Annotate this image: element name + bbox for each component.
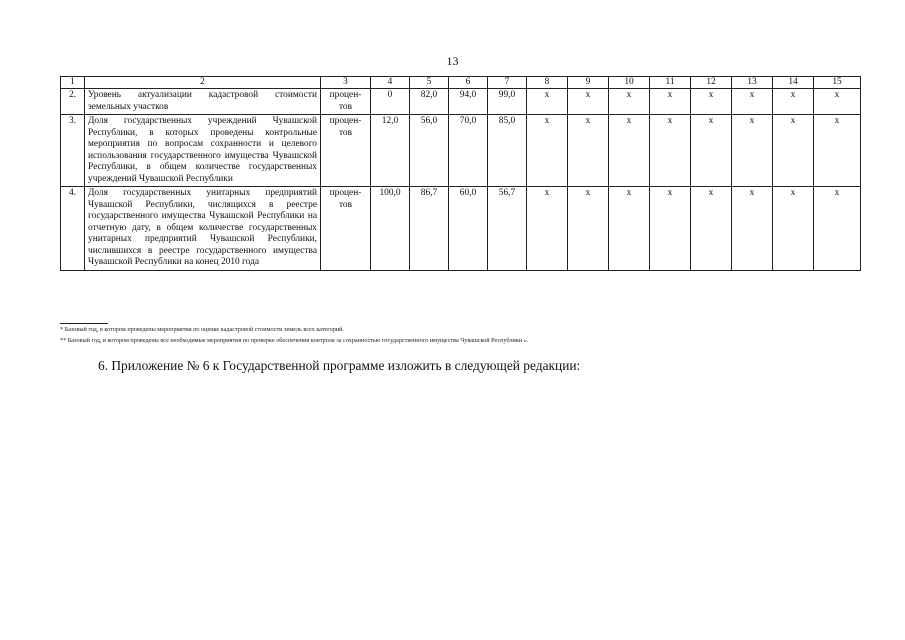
value-cell: х [814,187,861,270]
value-cell: х [609,115,650,187]
table-row [61,115,861,187]
value-cell: х [527,89,568,115]
value-cell: х [568,115,609,187]
body-paragraph: 6. Приложение № 6 к Государственной программе изложить в следующей редакции: [98,358,581,373]
footnote-divider [60,323,108,324]
column-number-cell: 13 [732,77,773,89]
column-number-cell: 6 [449,77,488,89]
column-number-cell: 5 [410,77,449,89]
value-cell: х [527,187,568,270]
value-cell: 56,0 [410,115,449,187]
value-cell: х [650,89,691,115]
column-number-cell: 8 [527,77,568,89]
value-cell: 82,0 [410,89,449,115]
column-number-cell: 2 [85,77,321,89]
value-cell: х [732,115,773,187]
value-cell: х [527,115,568,187]
table-row [61,89,861,115]
value-cell: х [773,187,814,270]
value-cell: 0 [371,89,410,115]
value-cell: х [609,187,650,270]
value-cell: 99,0 [488,89,527,115]
table-row [61,187,861,270]
column-number-cell: 4 [371,77,410,89]
value-cell: х [732,89,773,115]
row-number: 3. [61,115,85,187]
value-cell: х [814,115,861,187]
column-number-cell: 7 [488,77,527,89]
value-cell: х [814,89,861,115]
value-cell: 56,7 [488,187,527,270]
value-cell: 60,0 [449,187,488,270]
unit-cell: процен-тов [321,115,371,187]
indicator-description: Доля государственных унитарных предприятий Чувашской Республики, числящихся в реестре государственного имущества Чувашской Республики на отчетную дату, в общем количестве государственных унитарных предприятий Чувашской Республики, числившихся в реестре государственного имущества Чувашской Республики на конец 2010 года [85,187,321,270]
value-cell: 100,0 [371,187,410,270]
value-cell: 70,0 [449,115,488,187]
column-number-cell: 3 [321,77,371,89]
value-cell: х [609,89,650,115]
footnote: ** Базовый год, в котором проведены все необходимые мероприятия по проверке обеспечения контроля за сохранностью государственного имущества Чувашской Республики ». [60,337,529,344]
value-cell: 86,7 [410,187,449,270]
column-number-cell: 9 [568,77,609,89]
indicator-description: Доля государственных учреждений Чувашской Республики, в которых проведены контрольные мероприятия по вопросам сохранности и целевого использования государственного имущества Чувашской Республики, в общем количестве государственных учреждений Чувашской Республики [85,115,321,187]
column-number-cell: 1 [61,77,85,89]
value-cell: х [650,115,691,187]
unit-cell: процен-тов [321,187,371,270]
footnote: * Базовый год, в котором проведены мероприятия по оценке кадастровой стоимости земель всех категорий. [60,326,345,333]
value-cell: х [691,89,732,115]
value-cell: х [691,115,732,187]
value-cell: х [732,187,773,270]
value-cell: 12,0 [371,115,410,187]
value-cell: х [691,187,732,270]
value-cell: х [568,187,609,270]
table-header-row [61,77,861,89]
value-cell: х [773,115,814,187]
indicator-description: Уровень актуализации кадастровой стоимости земельных участков [85,89,321,115]
indicators-table [60,76,861,271]
value-cell: 85,0 [488,115,527,187]
value-cell: х [773,89,814,115]
column-number-cell: 14 [773,77,814,89]
value-cell: 94,0 [449,89,488,115]
value-cell: х [568,89,609,115]
column-number-cell: 11 [650,77,691,89]
column-number-cell: 12 [691,77,732,89]
column-number-cell: 10 [609,77,650,89]
page-number: 13 [446,54,459,68]
unit-cell: процен-тов [321,89,371,115]
value-cell: х [650,187,691,270]
row-number: 4. [61,187,85,270]
column-number-cell: 15 [814,77,861,89]
row-number: 2. [61,89,85,115]
